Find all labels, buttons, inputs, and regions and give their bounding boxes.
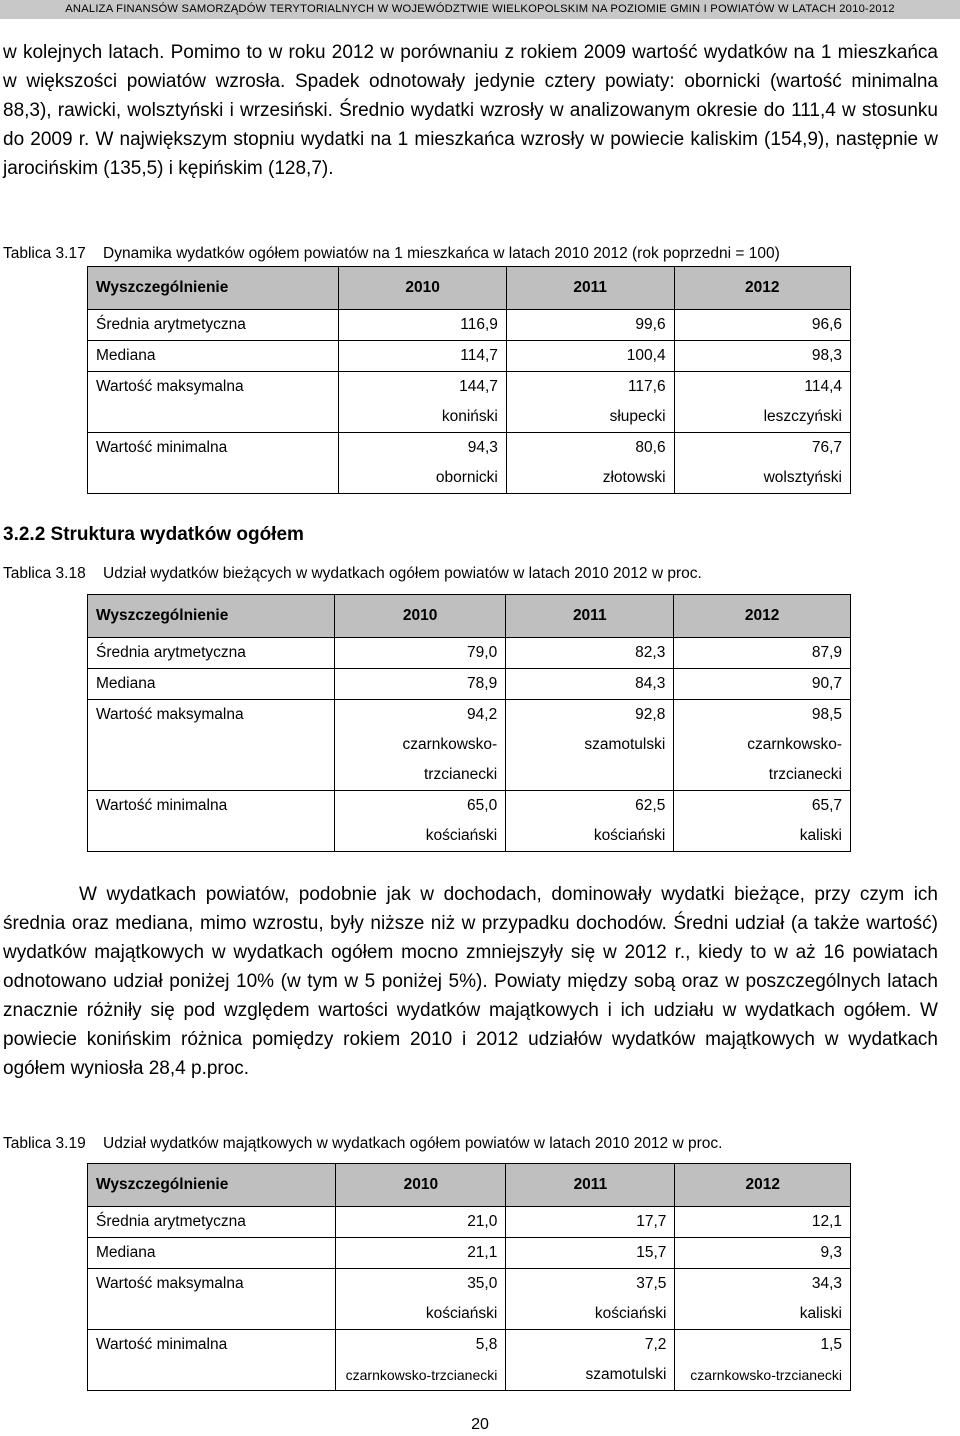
table-row (88, 669, 851, 700)
cell-2011: 84,3 (506, 669, 674, 700)
table-3-19 (87, 1163, 851, 1391)
row-label: Średnia arytmetyczna (88, 638, 335, 669)
cell-2011: 17,7 (506, 1207, 675, 1238)
header-cell-2012: 2012 (675, 1164, 851, 1207)
table-3-17-caption (3, 245, 780, 263)
cell-2010 (339, 372, 507, 433)
table-row (88, 791, 851, 852)
cell-value: 144,7 (459, 378, 498, 395)
caption-text: Udział wydatków majątkowych w wydatkach ogółem powiatów w latach 2010 2012 w proc. (103, 1135, 723, 1152)
header-cell-2011: 2011 (506, 595, 674, 638)
body-paragraph: W wydatkach powiatów, podobnie jak w dochodach, dominowały wydatki bieżące, przy czym ich średnia oraz mediana, mimo wzrostu, były niższe niż w przypadku dochodów. Średni udział (a także wartość) wydatków majątkowych w wydatkach ogółem mocno zmniejszyły się w 2012 r., kiedy to w aż 16 powiatach odnotowano udział poniżej 10% (w tym w 5 poniżej 5%). Powiaty między sobą oraz w poszczególnych latach znacznie różniły się pod względem wartości wydatków majątkowych i ich udziału w wydatkach ogółem. W powiecie konińskim różnica pomiędzy rokiem 2010 i 2012 udziałów wydatków majątkowych w wydatkach ogółem wyniosła 28,4 p.proc. (3, 884, 938, 1079)
table-row (88, 1207, 851, 1238)
table-3-17 (87, 266, 851, 494)
cell-2012 (675, 1330, 851, 1391)
section-heading: 3.2.2 Struktura wydatków ogółem (3, 524, 304, 545)
cell-district: kościański (425, 1305, 498, 1322)
cell-value: 80,6 (635, 439, 666, 456)
cell-2011 (506, 1330, 675, 1391)
cell-2011 (506, 791, 674, 852)
row-label: Wartość maksymalna (88, 700, 335, 791)
table-row (88, 638, 851, 669)
cell-2010: 21,0 (336, 1207, 506, 1238)
table-header-row (88, 595, 851, 638)
cell-2012: 12,1 (675, 1207, 851, 1238)
cell-2010 (339, 433, 507, 494)
cell-district: kościański (593, 827, 666, 844)
cell-district: szamotulski (585, 1366, 667, 1383)
header-cell-2010: 2010 (336, 1164, 506, 1207)
caption-text: Udział wydatków bieżących w wydatkach ogółem powiatów w latach 2010 2012 w proc. (103, 565, 702, 582)
cell-2012 (674, 433, 850, 494)
header-cell-2011: 2011 (506, 267, 674, 310)
cell-value: 5,8 (475, 1336, 498, 1353)
table-header-row (88, 267, 851, 310)
cell-district: kaliski (799, 827, 842, 844)
table-header-row (88, 1164, 851, 1207)
cell-2010 (336, 1269, 506, 1330)
cell-value: 94,2 (467, 706, 498, 723)
cell-district: obornicki (435, 469, 498, 486)
page-header: ANALIZA FINANSÓW SAMORZĄDÓW TERYTORIALNYCH W WOJEWÓDZTWIE WIELKOPOLSKIM NA POZIOMIE GMIN I POWIATÓW W LATACH 2010-2012 (0, 0, 960, 19)
cell-value: 94,3 (467, 439, 498, 456)
row-label: Wartość minimalna (88, 433, 339, 494)
row-label: Mediana (88, 341, 339, 372)
cell-district: leszczyński (763, 408, 842, 425)
cell-2010: 116,9 (339, 310, 507, 341)
cell-value: 65,7 (811, 797, 842, 814)
header-cell-label: Wyszczególnienie (88, 1164, 336, 1207)
header-cell-label: Wyszczególnienie (88, 595, 335, 638)
cell-2010: 114,7 (339, 341, 507, 372)
cell-2010 (336, 1330, 506, 1391)
cell-district: kaliski (799, 1305, 842, 1322)
cell-district: słupecki (609, 408, 666, 425)
cell-value: 34,3 (811, 1275, 842, 1292)
cell-2010: 79,0 (334, 638, 505, 669)
cell-district: czarnkowsko- (747, 736, 842, 753)
cell-2012: 9,3 (675, 1238, 851, 1269)
cell-district: koniński (441, 408, 498, 425)
cell-district: kościański (594, 1305, 667, 1322)
cell-value: 98,5 (811, 706, 842, 723)
header-cell-2010: 2010 (339, 267, 507, 310)
header-cell-2010: 2010 (334, 595, 505, 638)
table-3-19-caption (3, 1135, 722, 1153)
cell-2012: 98,3 (674, 341, 850, 372)
header-cell-2012: 2012 (674, 595, 851, 638)
cell-2012 (674, 791, 851, 852)
cell-value: 92,8 (635, 706, 666, 723)
cell-value: 114,4 (804, 378, 842, 395)
cell-2012: 87,9 (674, 638, 851, 669)
cell-2011 (506, 372, 674, 433)
cell-value: 65,0 (467, 797, 498, 814)
cell-2012: 90,7 (674, 669, 851, 700)
row-label: Wartość maksymalna (88, 1269, 336, 1330)
cell-district: kościański (425, 827, 498, 844)
cell-district: czarnkowsko-trzcianecki (690, 1367, 842, 1383)
table-row (88, 1238, 851, 1269)
row-label: Wartość minimalna (88, 791, 335, 852)
cell-2012: 96,6 (674, 310, 850, 341)
cell-value: 1,5 (820, 1336, 842, 1353)
cell-2010 (334, 700, 505, 791)
caption-number: Tablica 3.18 (3, 565, 86, 582)
table-row (88, 1269, 851, 1330)
row-label: Wartość maksymalna (88, 372, 339, 433)
cell-value: 35,0 (467, 1275, 498, 1292)
cell-value: 76,7 (811, 439, 842, 456)
cell-district-cont: trzcianecki (423, 766, 498, 783)
table-row (88, 433, 851, 494)
cell-2011: 99,6 (506, 310, 674, 341)
caption-number: Tablica 3.17 (3, 245, 86, 262)
intro-paragraph: w kolejnych latach. Pomimo to w roku 2012 w porównaniu z rokiem 2009 wartość wydatków na 1 mieszkańca w większości powiatów wzrosła. Spadek odnotowały jedynie cztery powiaty: obornicki (wartość minimalna 88,3), rawicki, wolsztyński i wrzesiński. Średnio wydatki wzrosły w analizowanym okresie do 111,4 w stosunku do 2009 r. W największym stopniu wydatki na 1 mieszkańca wzrosły w powiecie kaliskim (154,9), następnie w jarocińskim (135,5) i kępińskim (128,7). (3, 42, 938, 179)
caption-text: Dynamika wydatków ogółem powiatów na 1 mieszkańca w latach 2010 2012 (rok poprzedni = 100) (103, 245, 780, 262)
cell-district-cont: trzcianecki (768, 766, 842, 783)
header-cell-2011: 2011 (506, 1164, 675, 1207)
row-label: Mediana (88, 1238, 336, 1269)
cell-2011 (506, 433, 674, 494)
header-cell-label: Wyszczególnienie (88, 267, 339, 310)
cell-2011: 100,4 (506, 341, 674, 372)
cell-district: czarnkowsko-trzcianecki (345, 1367, 498, 1383)
cell-district: złotowski (602, 469, 666, 486)
table-3-18-caption (3, 565, 702, 583)
table-row (88, 700, 851, 791)
table-row (88, 372, 851, 433)
header-cell-2012: 2012 (674, 267, 850, 310)
cell-district: wolsztyński (763, 469, 842, 486)
cell-district: szamotulski (584, 736, 666, 753)
cell-2011 (506, 700, 674, 791)
caption-number: Tablica 3.19 (3, 1135, 86, 1152)
cell-2012 (674, 700, 851, 791)
row-label: Średnia arytmetyczna (88, 1207, 336, 1238)
table-row (88, 341, 851, 372)
table-row (88, 1330, 851, 1391)
cell-2011: 15,7 (506, 1238, 675, 1269)
table-row (88, 310, 851, 341)
cell-2012 (674, 372, 850, 433)
cell-2010: 21,1 (336, 1238, 506, 1269)
cell-value: 62,5 (635, 797, 666, 814)
cell-2010 (334, 791, 505, 852)
page-number: 20 (471, 1416, 489, 1433)
cell-value: 37,5 (636, 1275, 667, 1292)
cell-2012 (675, 1269, 851, 1330)
cell-district: czarnkowsko- (402, 736, 498, 753)
cell-2011: 82,3 (506, 638, 674, 669)
cell-2010: 78,9 (334, 669, 505, 700)
table-3-18 (87, 594, 851, 852)
cell-value: 7,2 (644, 1336, 667, 1353)
cell-value: 117,6 (627, 378, 666, 395)
row-label: Mediana (88, 669, 335, 700)
row-label: Wartość minimalna (88, 1330, 336, 1391)
row-label: Średnia arytmetyczna (88, 310, 339, 341)
cell-2011 (506, 1269, 675, 1330)
